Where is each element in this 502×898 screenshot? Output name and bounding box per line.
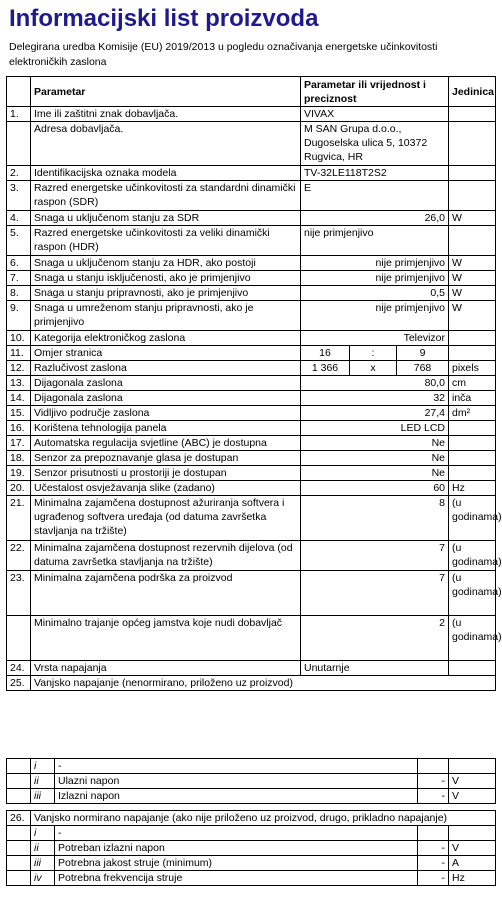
row-parameter: Identifikacijska oznaka modela [31, 166, 301, 181]
row-value: - [418, 871, 449, 886]
row-parameter: Snaga u umreženom stanju pripravnosti, ako je primjenjivo [31, 301, 301, 331]
row-value: 0,5 [301, 286, 449, 301]
row-parameter: Snaga u uključenom stanju za HDR, ako postoji [31, 256, 301, 271]
row-number: 26. [7, 811, 31, 826]
row-unit [449, 421, 496, 436]
table-row [7, 226, 496, 256]
row-unit: (u godinama) [449, 541, 496, 571]
table-row [7, 571, 496, 616]
row-parameter: Razred energetske učinkovitosti za standardni dinamički raspon (SDR) [31, 181, 301, 211]
row-value-separator: x [350, 361, 397, 376]
row-value-right: 9 [397, 346, 449, 361]
row-parameter: Kategorija elektroničkog zaslona [31, 331, 301, 346]
row-parameter: Vanjsko normirano napajanje (ako nije priloženo uz proizvod, drugo, prikladno napajanje) [31, 811, 496, 826]
row-spacer [7, 789, 31, 804]
sub-row [7, 826, 496, 841]
row-value-left: 1 366 [301, 361, 350, 376]
table-row [7, 541, 496, 571]
row-parameter: Potrebna jakost struje (minimum) [55, 856, 418, 871]
row-value: nije primjenjivo [301, 271, 449, 286]
row-unit [449, 759, 496, 774]
row-parameter: Dijagonala zaslona [31, 391, 301, 406]
row-unit [449, 122, 496, 166]
row-number: 19. [7, 466, 31, 481]
row-parameter: Minimalna zajamčena dostupnost ažuriranja softvera i ugrađenog softvera uređaja (od datuma završetka stavljanja na tržište) [31, 496, 301, 541]
row-parameter: Razlučivost zaslona [31, 361, 301, 376]
row-value-left: 16 [301, 346, 350, 361]
row-number: 23. [7, 571, 31, 616]
row-unit: Hz [449, 481, 496, 496]
row-value: 27,4 [301, 406, 449, 421]
row-number: 8. [7, 286, 31, 301]
row-unit [449, 107, 496, 122]
row-roman: iii [31, 789, 55, 804]
header-parameter: Parametar [31, 77, 301, 107]
row-value: nije primjenjivo [301, 301, 449, 331]
row-unit: W [449, 286, 496, 301]
row-number: 3. [7, 181, 31, 211]
row-value: VIVAX [301, 107, 449, 122]
row-number [7, 122, 31, 166]
row-parameter: Potreban izlazni napon [55, 841, 418, 856]
row-value: 7 [301, 541, 449, 571]
row-parameter: Izlazni napon [55, 789, 418, 804]
table-row [7, 676, 496, 691]
row-number: 20. [7, 481, 31, 496]
row-number: 2. [7, 166, 31, 181]
sub-row [7, 759, 496, 774]
row-unit: (u godinama) [449, 496, 496, 541]
sub-row [7, 856, 496, 871]
row-unit: W [449, 211, 496, 226]
table-row [7, 376, 496, 391]
row-unit [449, 436, 496, 451]
row-number: 25. [7, 676, 31, 691]
row-value: LED LCD [301, 421, 449, 436]
row-number: 18. [7, 451, 31, 466]
row-value: - [418, 789, 449, 804]
row-parameter: Snaga u uključenom stanju za SDR [31, 211, 301, 226]
table-row [7, 391, 496, 406]
row-spacer [7, 871, 31, 886]
row-value-right: 768 [397, 361, 449, 376]
row-number: 11. [7, 346, 31, 361]
row-parameter: Minimalna zajamčena dostupnost rezervnih dijelova (od datuma završetka stavljanja na tržište) [31, 541, 301, 571]
row-unit: W [449, 256, 496, 271]
row-roman: ii [31, 774, 55, 789]
row-unit: dm² [449, 406, 496, 421]
table-row [7, 286, 496, 301]
table-row [7, 451, 496, 466]
external-supply-table [6, 758, 496, 804]
row-unit: V [449, 789, 496, 804]
table-row [7, 481, 496, 496]
row-spacer [7, 841, 31, 856]
row-parameter: Vrsta napajanja [31, 661, 301, 676]
row-unit [449, 826, 496, 841]
row-value: 7 [301, 571, 449, 616]
table-row [7, 496, 496, 541]
row-value: Ne [301, 466, 449, 481]
table-row [7, 181, 496, 211]
table-row [7, 421, 496, 436]
table-row [7, 271, 496, 286]
row-unit: cm [449, 376, 496, 391]
row-value: 8 [301, 496, 449, 541]
row-parameter: Omjer stranica [31, 346, 301, 361]
table-row [7, 107, 496, 122]
table-row [7, 166, 496, 181]
row-unit: pixels [449, 361, 496, 376]
table-row [7, 346, 496, 361]
row-unit: (u godinama) [449, 571, 496, 616]
row-number: 17. [7, 436, 31, 451]
row-number: 5. [7, 226, 31, 256]
product-info-table [6, 76, 502, 691]
row-value: nije primjenjivo [301, 256, 449, 271]
row-parameter: - [55, 759, 418, 774]
row-roman: i [31, 826, 55, 841]
row-unit [449, 331, 496, 346]
table-row [7, 661, 496, 676]
row-number: 21. [7, 496, 31, 541]
table-row [7, 331, 496, 346]
row-value-separator: : [350, 346, 397, 361]
document-title: Informacijski list proizvoda [9, 5, 319, 32]
sub-row [7, 841, 496, 856]
row-value: Televizor [301, 331, 449, 346]
row-value: 80,0 [301, 376, 449, 391]
row-value: - [418, 841, 449, 856]
row-value: M SAN Grupa d.o.o., Dugoselska ulica 5, 10372 Rugvica, HR [301, 122, 449, 166]
row-unit [449, 346, 496, 361]
header-unit: Jedinica [449, 77, 496, 107]
table-row [7, 256, 496, 271]
sub-row [7, 789, 496, 804]
row-parameter: Korištena tehnologija panela [31, 421, 301, 436]
row-value: Ne [301, 436, 449, 451]
table-row [7, 361, 496, 376]
row-roman: iii [31, 856, 55, 871]
row-number: 24. [7, 661, 31, 676]
row-parameter: Adresa dobavljača. [31, 122, 301, 166]
table-row [7, 301, 496, 331]
row-parameter: Vidljivo područje zaslona [31, 406, 301, 421]
row-parameter: Vanjsko napajanje (nenormirano, priloženo uz proizvod) [31, 676, 496, 691]
row-parameter: Automatska regulacija svjetline (ABC) je dostupna [31, 436, 301, 451]
row-value: Ne [301, 451, 449, 466]
row-number: 10. [7, 331, 31, 346]
row-number: 12. [7, 361, 31, 376]
row-parameter: Ulazni napon [55, 774, 418, 789]
sub-row [7, 774, 496, 789]
row-number: 15. [7, 406, 31, 421]
row-number: 16. [7, 421, 31, 436]
row-roman: i [31, 759, 55, 774]
row-spacer [7, 856, 31, 871]
row-unit [449, 466, 496, 481]
row-unit: V [449, 774, 496, 789]
row-value [418, 759, 449, 774]
row-parameter: Minimalno trajanje općeg jamstva koje nudi dobavljač [31, 616, 301, 661]
table-row [7, 122, 496, 166]
row-value: TV-32LE118T2S2 [301, 166, 449, 181]
row-value: 2 [301, 616, 449, 661]
header-value: Parametar ili vrijednost i preciznost [301, 77, 449, 107]
row-unit: (u godinama) [449, 616, 496, 661]
row-unit: V [449, 841, 496, 856]
row-value: nije primjenjivo [301, 226, 449, 256]
row-unit: inča [449, 391, 496, 406]
table-row [7, 466, 496, 481]
row-value: 26,0 [301, 211, 449, 226]
row-number: 4. [7, 211, 31, 226]
row-value: - [418, 856, 449, 871]
row-parameter: Potrebna frekvencija struje [55, 871, 418, 886]
row-parameter: Razred energetske učinkovitosti za veliki dinamički raspon (HDR) [31, 226, 301, 256]
row-spacer [7, 826, 31, 841]
row-value: Unutarnje [301, 661, 449, 676]
row-unit [449, 166, 496, 181]
sub-row [7, 871, 496, 886]
row-number: 7. [7, 271, 31, 286]
table-row [7, 406, 496, 421]
table-row [7, 811, 496, 826]
normed-supply-table [6, 810, 496, 886]
row-value: E [301, 181, 449, 211]
row-parameter: Učestalost osvježavanja slike (zadano) [31, 481, 301, 496]
row-number: 1. [7, 107, 31, 122]
row-parameter: Senzor za prepoznavanje glasa je dostupan [31, 451, 301, 466]
row-spacer [7, 774, 31, 789]
row-unit [449, 181, 496, 211]
row-value: 60 [301, 481, 449, 496]
row-number: 6. [7, 256, 31, 271]
row-parameter: Snaga u stanju isključenosti, ako je primjenjivo [31, 271, 301, 286]
row-roman: ii [31, 841, 55, 856]
row-spacer [7, 759, 31, 774]
row-unit: W [449, 301, 496, 331]
row-unit: A [449, 856, 496, 871]
row-parameter: Ime ili zaštitni znak dobavljača. [31, 107, 301, 122]
row-unit: Hz [449, 871, 496, 886]
row-number: 22. [7, 541, 31, 571]
row-unit [449, 226, 496, 256]
row-unit [449, 661, 496, 676]
row-parameter: Snaga u stanju pripravnosti, ako je primjenjivo [31, 286, 301, 301]
row-number: 13. [7, 376, 31, 391]
header-number [7, 77, 31, 107]
table-header-row [7, 77, 496, 107]
document-subtitle: Delegirana uredba Komisije (EU) 2019/2013 u pogledu označivanja energetske učinkovitosti elektroničkih zaslona [9, 41, 438, 68]
row-parameter: Dijagonala zaslona [31, 376, 301, 391]
row-value [418, 826, 449, 841]
row-number: 14. [7, 391, 31, 406]
row-roman: iv [31, 871, 55, 886]
table-row [7, 616, 496, 661]
row-number: 9. [7, 301, 31, 331]
table-row [7, 436, 496, 451]
row-unit [449, 451, 496, 466]
row-parameter: Minimalna zajamčena podrška za proizvod [31, 571, 301, 616]
row-parameter: Senzor prisutnosti u prostoriji je dostupan [31, 466, 301, 481]
table-row [7, 211, 496, 226]
row-parameter: - [55, 826, 418, 841]
row-value: 32 [301, 391, 449, 406]
row-unit: W [449, 271, 496, 286]
row-number [7, 616, 31, 661]
row-value: - [418, 774, 449, 789]
